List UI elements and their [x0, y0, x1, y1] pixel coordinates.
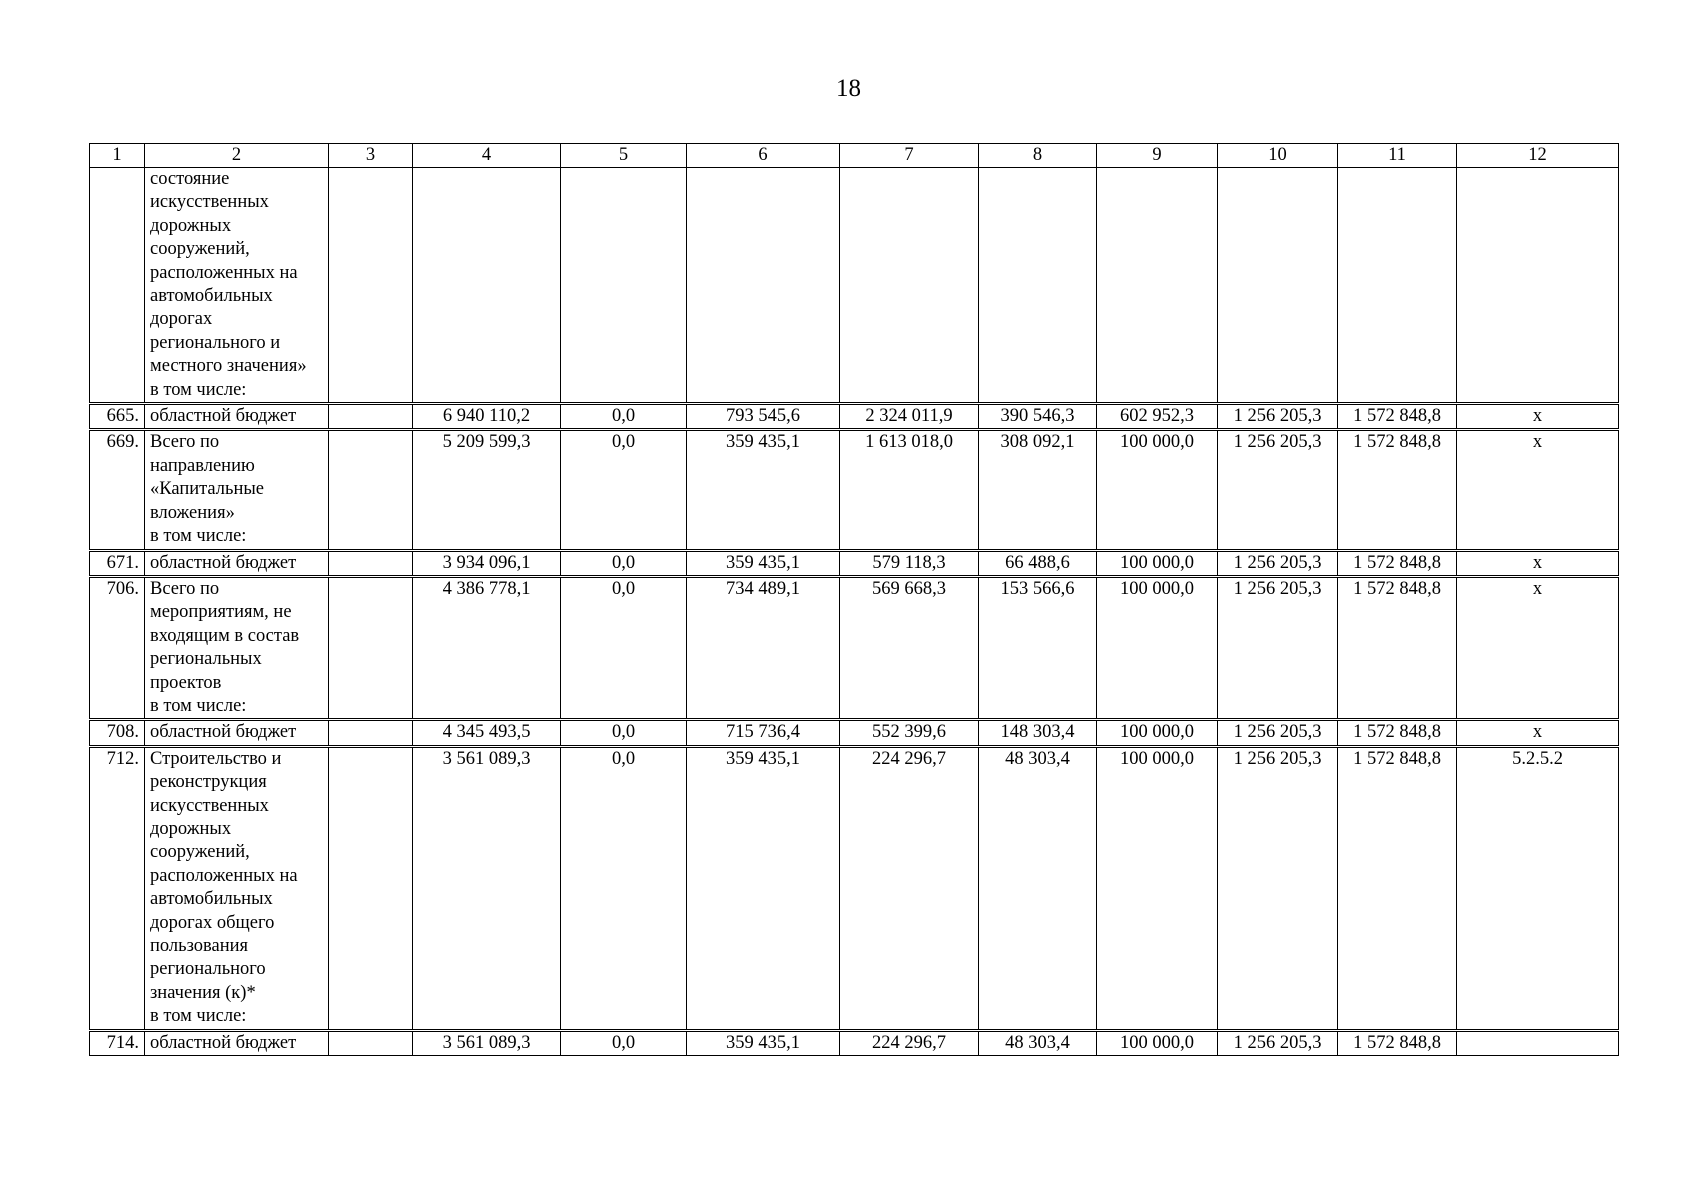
col6-value: 359 435,1 — [687, 1030, 840, 1055]
column-header: 6 — [687, 144, 840, 168]
col5-value: 0,0 — [561, 404, 687, 430]
column-header: 5 — [561, 144, 687, 168]
col11-value: 1 572 848,8 — [1338, 576, 1457, 719]
col4-value: 3 934 096,1 — [413, 550, 561, 576]
col3-cell — [329, 576, 413, 719]
page-number: 18 — [836, 75, 861, 102]
col10-value: 1 256 205,3 — [1218, 720, 1338, 746]
col9-value: 100 000,0 — [1097, 720, 1218, 746]
col11-value: 1 572 848,8 — [1338, 720, 1457, 746]
col10-value: 1 256 205,3 — [1218, 550, 1338, 576]
col10-value: 1 256 205,3 — [1218, 404, 1338, 430]
column-header: 10 — [1218, 144, 1338, 168]
col10-value: 1 256 205,3 — [1218, 430, 1338, 550]
row-name: состояние искусственных дорожных сооружений, расположенных на автомобильных дорогах регионального и местного значения» в том числе: — [145, 168, 329, 404]
col8-value — [979, 168, 1097, 404]
table-row — [90, 430, 1619, 550]
col5-value: 0,0 — [561, 1030, 687, 1055]
col11-value: 1 572 848,8 — [1338, 746, 1457, 1030]
row-number: 708. — [90, 720, 145, 746]
col10-value: 1 256 205,3 — [1218, 576, 1338, 719]
col3-cell — [329, 430, 413, 550]
column-header: 2 — [145, 144, 329, 168]
col8-value: 66 488,6 — [979, 550, 1097, 576]
col9-value: 100 000,0 — [1097, 430, 1218, 550]
col10-value — [1218, 168, 1338, 404]
row-name: областной бюджет — [145, 1030, 329, 1055]
row-name: Строительство и реконструкция искусственных дорожных сооружений, расположенных на автомобильных дорогах общего пользования регионального значения (к)* в том числе: — [145, 746, 329, 1030]
col9-value: 100 000,0 — [1097, 746, 1218, 1030]
column-header: 9 — [1097, 144, 1218, 168]
col4-value: 5 209 599,3 — [413, 430, 561, 550]
col7-value: 2 324 011,9 — [840, 404, 979, 430]
col8-value: 308 092,1 — [979, 430, 1097, 550]
row-number: 669. — [90, 430, 145, 550]
col7-value: 224 296,7 — [840, 1030, 979, 1055]
column-header: 1 — [90, 144, 145, 168]
col10-value: 1 256 205,3 — [1218, 746, 1338, 1030]
col3-cell — [329, 746, 413, 1030]
column-header: 7 — [840, 144, 979, 168]
row-number — [90, 168, 145, 404]
table-row — [90, 720, 1619, 746]
col8-value: 48 303,4 — [979, 746, 1097, 1030]
col12-code: x — [1457, 430, 1619, 550]
col5-value: 0,0 — [561, 720, 687, 746]
row-number: 665. — [90, 404, 145, 430]
table-row — [90, 404, 1619, 430]
col5-value: 0,0 — [561, 746, 687, 1030]
col12-code — [1457, 1030, 1619, 1055]
col12-code: x — [1457, 404, 1619, 430]
col12-code: 5.2.5.2 — [1457, 746, 1619, 1030]
table-row — [90, 576, 1619, 719]
row-number: 706. — [90, 576, 145, 719]
col4-value: 3 561 089,3 — [413, 746, 561, 1030]
col8-value: 153 566,6 — [979, 576, 1097, 719]
col9-value: 602 952,3 — [1097, 404, 1218, 430]
col11-value: 1 572 848,8 — [1338, 1030, 1457, 1055]
col3-cell — [329, 720, 413, 746]
col11-value: 1 572 848,8 — [1338, 404, 1457, 430]
col6-value: 359 435,1 — [687, 746, 840, 1030]
col5-value: 0,0 — [561, 576, 687, 719]
col7-value — [840, 168, 979, 404]
col11-value: 1 572 848,8 — [1338, 430, 1457, 550]
row-name: областной бюджет — [145, 550, 329, 576]
row-number: 712. — [90, 746, 145, 1030]
col8-value: 390 546,3 — [979, 404, 1097, 430]
col6-value: 734 489,1 — [687, 576, 840, 719]
col12-code — [1457, 168, 1619, 404]
col3-cell — [329, 550, 413, 576]
col4-value: 3 561 089,3 — [413, 1030, 561, 1055]
col4-value: 4 386 778,1 — [413, 576, 561, 719]
col6-value — [687, 168, 840, 404]
row-name: областной бюджет — [145, 720, 329, 746]
col8-value: 148 303,4 — [979, 720, 1097, 746]
col11-value: 1 572 848,8 — [1338, 550, 1457, 576]
column-header: 8 — [979, 144, 1097, 168]
col3-cell — [329, 168, 413, 404]
col6-value: 793 545,6 — [687, 404, 840, 430]
table-row — [90, 1030, 1619, 1055]
column-header: 12 — [1457, 144, 1619, 168]
row-name: Всего по мероприятиям, не входящим в состав региональных проектов в том числе: — [145, 576, 329, 719]
column-header: 3 — [329, 144, 413, 168]
column-number-header-row — [90, 144, 1619, 168]
col8-value: 48 303,4 — [979, 1030, 1097, 1055]
budget-table — [89, 143, 1619, 1056]
col10-value: 1 256 205,3 — [1218, 1030, 1338, 1055]
col12-code: x — [1457, 720, 1619, 746]
row-number: 671. — [90, 550, 145, 576]
col9-value: 100 000,0 — [1097, 1030, 1218, 1055]
col6-value: 715 736,4 — [687, 720, 840, 746]
col5-value: 0,0 — [561, 550, 687, 576]
col12-code: x — [1457, 550, 1619, 576]
table-row — [90, 168, 1619, 404]
row-name: областной бюджет — [145, 404, 329, 430]
col9-value — [1097, 168, 1218, 404]
col5-value — [561, 168, 687, 404]
col7-value: 569 668,3 — [840, 576, 979, 719]
table-row — [90, 550, 1619, 576]
col9-value: 100 000,0 — [1097, 550, 1218, 576]
row-number: 714. — [90, 1030, 145, 1055]
col3-cell — [329, 1030, 413, 1055]
column-header: 4 — [413, 144, 561, 168]
col4-value — [413, 168, 561, 404]
col5-value: 0,0 — [561, 430, 687, 550]
col6-value: 359 435,1 — [687, 430, 840, 550]
col7-value: 552 399,6 — [840, 720, 979, 746]
col4-value: 6 940 110,2 — [413, 404, 561, 430]
col3-cell — [329, 404, 413, 430]
col4-value: 4 345 493,5 — [413, 720, 561, 746]
col12-code: x — [1457, 576, 1619, 719]
col7-value: 1 613 018,0 — [840, 430, 979, 550]
column-header: 11 — [1338, 144, 1457, 168]
col7-value: 579 118,3 — [840, 550, 979, 576]
col6-value: 359 435,1 — [687, 550, 840, 576]
row-name: Всего по направлению «Капитальные вложения» в том числе: — [145, 430, 329, 550]
table-row — [90, 746, 1619, 1030]
col7-value: 224 296,7 — [840, 746, 979, 1030]
col11-value — [1338, 168, 1457, 404]
col9-value: 100 000,0 — [1097, 576, 1218, 719]
